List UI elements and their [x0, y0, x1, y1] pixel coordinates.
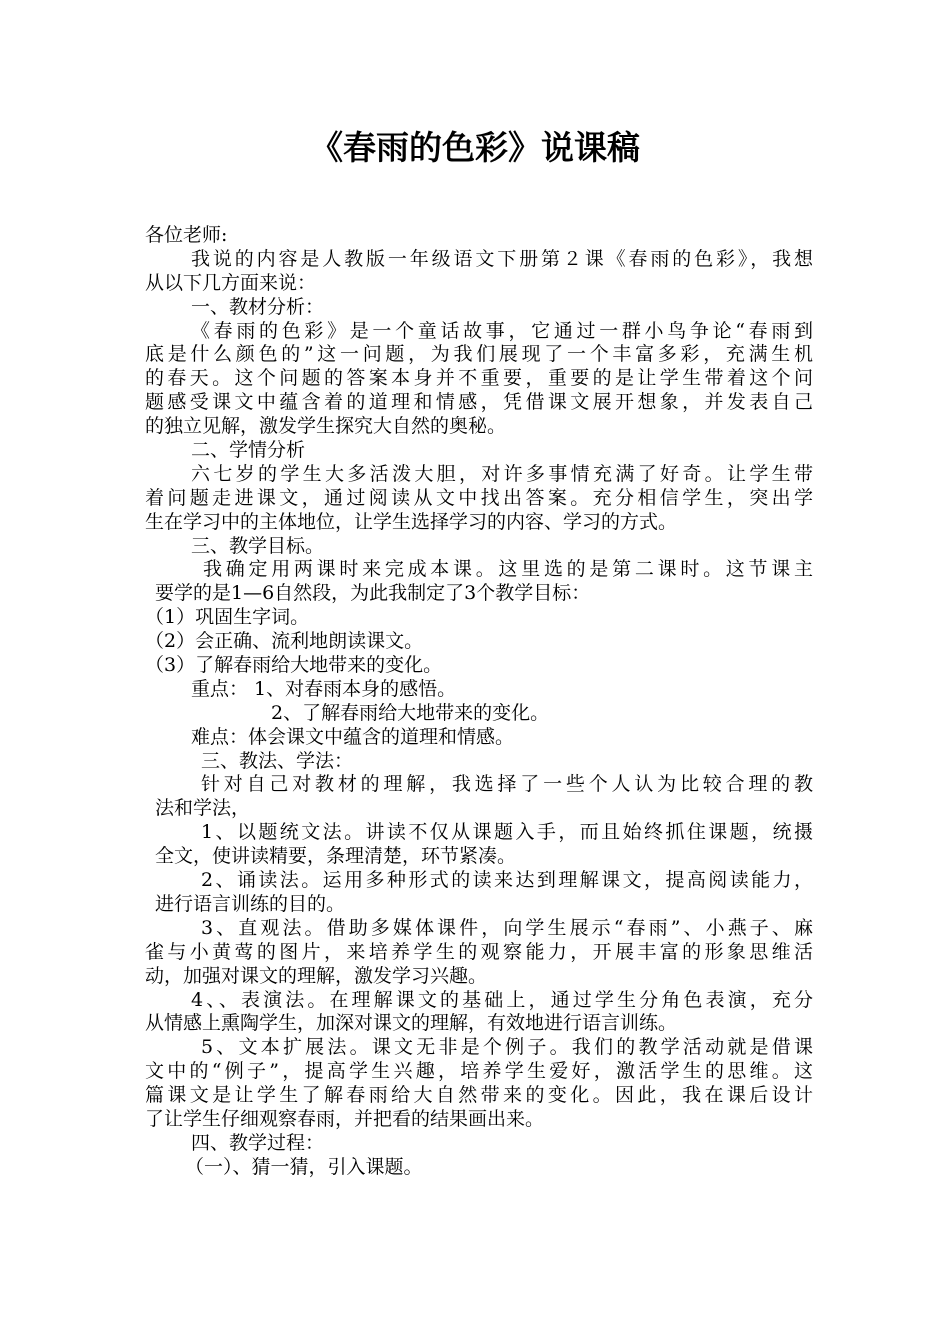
- subsection-heading: （一）、猜一猜，引入课题。: [185, 1155, 423, 1178]
- section-heading: 四、教学过程：: [191, 1131, 325, 1154]
- paragraph-line: 从以下几方面来说：: [145, 271, 317, 294]
- key-point-line: 2、了解春雨给大地带来的变化。: [271, 701, 550, 724]
- paragraph-line: 动，加强对课文的理解，激发学习兴趣。: [145, 964, 488, 987]
- paragraph-line: 从情感上熏陶学生，加深对课文的理解，有效地进行语言训练。: [145, 1012, 678, 1035]
- list-item: （1）巩固生字词。: [145, 606, 310, 629]
- paragraph-line: 全文，使讲读精要，条理清楚，环节紧凑。: [155, 845, 517, 868]
- paragraph-line: 针对自己对教材的理解，我选择了一些个人认为比较合理的教: [201, 773, 813, 796]
- paragraph-line: 题感受课文中蕴含着的道理和情感，凭借课文展开想象，并发表自己: [145, 391, 813, 414]
- key-point-line: 重点： 1、对春雨本身的感悟。: [191, 677, 457, 700]
- paragraph-line: 我确定用两课时来完成本课。这里选的是第二课时。这节课主: [203, 558, 813, 581]
- paragraph-line: 着问题走进课文，通过阅读从文中找出答案。充分相信学生，突出学: [145, 486, 813, 509]
- paragraph-line: 六七岁的学生大多活泼大胆，对许多事情充满了好奇。让学生带: [191, 462, 813, 485]
- paragraph-line: 文中的“例子”，提高学生兴趣，培养学生爱好，激活学生的思维。这: [145, 1060, 813, 1083]
- paragraph-line: 1、以题统文法。讲读不仅从课题入手，而且始终抓住课题，统摄: [201, 821, 813, 844]
- paragraph-line: 4、、表演法。在理解课文的基础上，通过学生分角色表演，充分: [191, 988, 813, 1011]
- paragraph-line: 3、直观法。借助多媒体课件，向学生展示“春雨”、小燕子、麻: [201, 916, 813, 939]
- section-heading: 三、教法、学法：: [201, 749, 354, 772]
- paragraph-line: 的春天。这个问题的答案本身并不重要，重要的是让学生带着这个问: [145, 367, 813, 390]
- paragraph-line: 5、文本扩展法。课文无非是个例子。我们的教学活动就是借课: [201, 1036, 813, 1059]
- document-title: 《春雨的色彩》说课稿: [310, 128, 640, 167]
- paragraph-line: 雀与小黄莺的图片，来培养学生的观察能力，开展丰富的形象思维活: [145, 940, 813, 963]
- paragraph-line: 篇课文是让学生了解春雨给大自然带来的变化。因此，我在课后设计: [145, 1084, 813, 1107]
- document-body: [145, 224, 813, 1180]
- greeting-line: 各位老师:: [145, 224, 228, 246]
- list-item: （3）了解春雨给大地带来的变化。: [145, 654, 443, 677]
- paragraph-line: 底是什么颜色的”这一问题，为我们展现了一个丰富多彩，充满生机: [145, 343, 813, 366]
- paragraph-line: 2、诵读法。运用多种形式的读来达到理解课文，提高阅读能力，: [201, 869, 813, 892]
- paragraph-line: 我说的内容是人教版一年级语文下册第２课《春雨的色彩》，我想: [191, 247, 813, 270]
- paragraph-line: 《春雨的色彩》是一个童话故事，它通过一群小鸟争论“春雨到: [191, 319, 813, 342]
- list-item: （2）会正确、流利地朗读课文。: [145, 630, 424, 653]
- section-heading: 三、教学目标。: [191, 534, 325, 557]
- section-heading: 二、学情分析: [191, 439, 306, 462]
- paragraph-line: 要学的是1—6自然段，为此我制定了3个教学目标：: [155, 582, 591, 605]
- paragraph-line: 了让学生仔细观察春雨，并把看的结果画出来。: [145, 1107, 545, 1130]
- section-heading: 一、教材分析：: [191, 295, 325, 318]
- paragraph-line: 的独立见解，激发学生探究大自然的奥秘。: [145, 415, 507, 438]
- paragraph-line: 生在学习中的主体地位，让学生选择学习的内容、学习的方式。: [145, 510, 678, 533]
- paragraph-line: 法和学法，: [155, 797, 251, 820]
- difficulty-line: 难点：体会课文中蕴含的道理和情感。: [191, 725, 515, 748]
- paragraph-line: 进行语言训练的目的。: [155, 892, 346, 915]
